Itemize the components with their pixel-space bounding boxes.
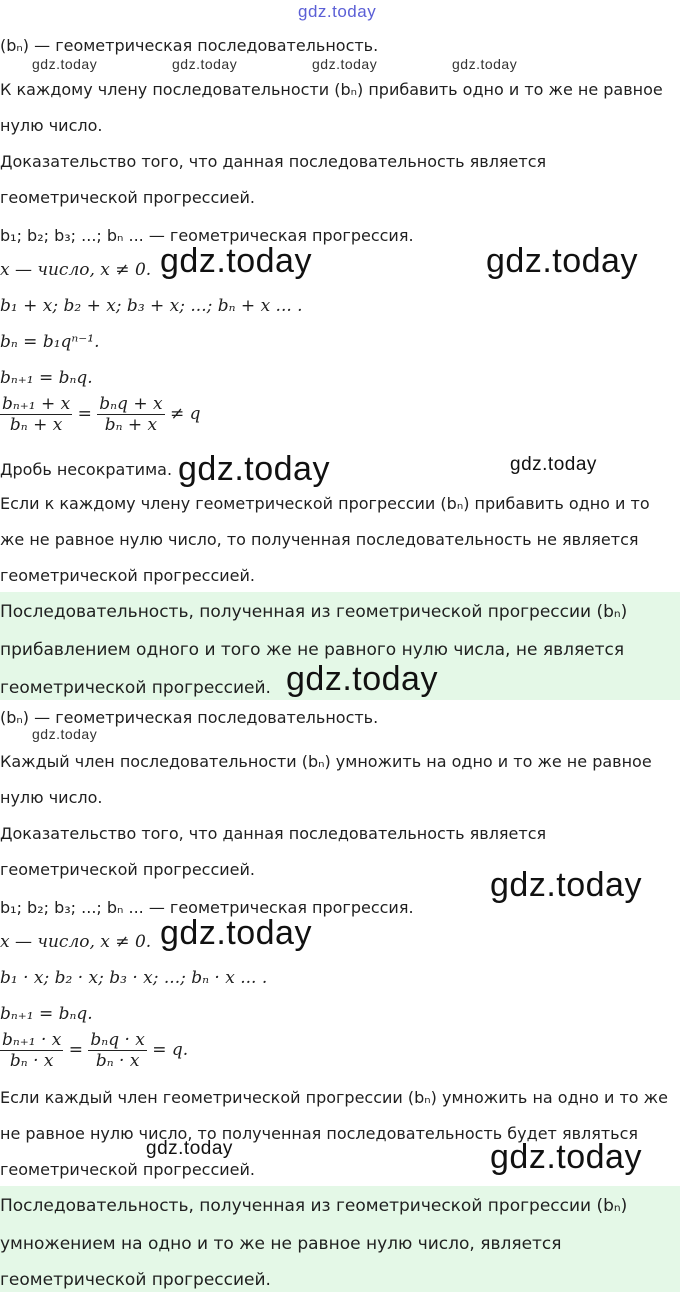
formula-tail: ≠ q <box>169 404 201 424</box>
answer-line: геометрической прогрессией. <box>0 678 271 698</box>
conclusion-line: Если к каждому члену геометрической прогрессии (bₙ) прибавить одно и то <box>0 494 650 513</box>
formula-line: bₙ₊₁ = bₙq. <box>0 368 93 388</box>
task-line: Каждый член последовательности (bₙ) умножить на одно и то же не равное <box>0 752 652 771</box>
numerator: bₙq · x <box>90 1030 145 1050</box>
answer-line: прибавлением одного и того же не равного нулю числа, не является <box>0 640 625 660</box>
conclusion-line: геометрической прогрессией. <box>0 1160 255 1179</box>
conclusion-line: геометрической прогрессией. <box>0 566 255 585</box>
answer-line: умножением на одно и то же не равное нулю число, является <box>0 1234 562 1254</box>
conclusion-line: Если каждый член геометрической прогрессии (bₙ) умножить на одно и то же <box>0 1088 668 1107</box>
watermark-large: gdz.today <box>160 242 312 280</box>
task-line: нулю число. <box>0 116 103 135</box>
watermark-large: gdz.today <box>490 866 642 904</box>
formula-line: b₁ · x; b₂ · x; b₃ · x; ...; bₙ · x ... . <box>0 968 268 988</box>
fraction <box>0 394 72 435</box>
denominator: bₙ + x <box>9 415 63 435</box>
sequence-line: b₁; b₂; b₃; ...; bₙ ... — геометрическая прогрессия. <box>0 226 414 245</box>
watermark-small: gdz.today <box>32 726 98 742</box>
fraction-formula <box>0 1030 188 1071</box>
proof-heading: геометрической прогрессией. <box>0 860 255 879</box>
formula-line: bₙ = b₁qⁿ⁻¹. <box>0 332 100 352</box>
watermark-small: gdz.today <box>312 56 378 72</box>
watermark-small: gdz.today <box>172 56 238 72</box>
numerator: bₙq + x <box>99 394 163 414</box>
formula-line: bₙ₊₁ = bₙq. <box>0 1004 93 1024</box>
formula-line: b₁ + x; b₂ + x; b₃ + x; ...; bₙ + x ... . <box>0 296 303 316</box>
conclusion-line: не равное нулю число, то полученная последовательность будет являться <box>0 1124 639 1143</box>
task-line: К каждому члену последовательности (bₙ) прибавить одно и то же не равное <box>0 80 663 99</box>
formula-line: x — число, x ≠ 0. <box>0 260 152 280</box>
denominator: bₙ + x <box>104 415 158 435</box>
denominator: bₙ · x <box>9 1051 54 1071</box>
numerator: bₙ₊₁ + x <box>2 394 71 414</box>
proof-heading: Доказательство того, что данная последовательность является <box>0 824 547 843</box>
equals-sign: = <box>68 1040 84 1060</box>
fraction <box>0 1030 63 1071</box>
task-line: нулю число. <box>0 788 103 807</box>
watermark-large: gdz.today <box>160 914 312 952</box>
numerator: bₙ₊₁ · x <box>2 1030 62 1050</box>
fraction <box>97 394 164 435</box>
sequence-line: b₁; b₂; b₃; ...; bₙ ... — геометрическая прогрессия. <box>0 898 414 917</box>
statement-line: (bₙ) — геометрическая последовательность. <box>0 36 379 55</box>
fraction-formula <box>0 394 201 435</box>
equals-sign: = <box>77 404 92 424</box>
conclusion-line: же не равное нулю число, то полученная последовательность не является <box>0 530 639 549</box>
watermark-small: gdz.today <box>452 56 518 72</box>
watermark-large: gdz.today <box>486 242 638 280</box>
answer-line: геометрической прогрессией. <box>0 1270 271 1290</box>
answer-line: Последовательность, полученная из геометрической прогрессии (bₙ) <box>0 1196 628 1216</box>
formula-tail: = q. <box>152 1040 189 1060</box>
conclusion-line: Дробь несократима. <box>0 460 173 479</box>
watermark-top: gdz.today <box>298 2 377 21</box>
proof-heading: геометрической прогрессией. <box>0 188 255 207</box>
watermark-large: gdz.today <box>490 1138 642 1176</box>
watermark-small: gdz.today <box>32 56 98 72</box>
answer-line: Последовательность, полученная из геометрической прогрессии (bₙ) <box>0 602 628 622</box>
statement-line: (bₙ) — геометрическая последовательность. <box>0 708 379 727</box>
watermark-large: gdz.today <box>286 660 438 698</box>
denominator: bₙ · x <box>95 1051 140 1071</box>
formula-line: x — число, x ≠ 0. <box>0 932 152 952</box>
watermark-medium: gdz.today <box>146 1138 233 1159</box>
proof-heading: Доказательство того, что данная последовательность является <box>0 152 547 171</box>
watermark-large: gdz.today <box>178 450 330 488</box>
fraction <box>88 1030 146 1071</box>
watermark-medium: gdz.today <box>510 454 597 475</box>
